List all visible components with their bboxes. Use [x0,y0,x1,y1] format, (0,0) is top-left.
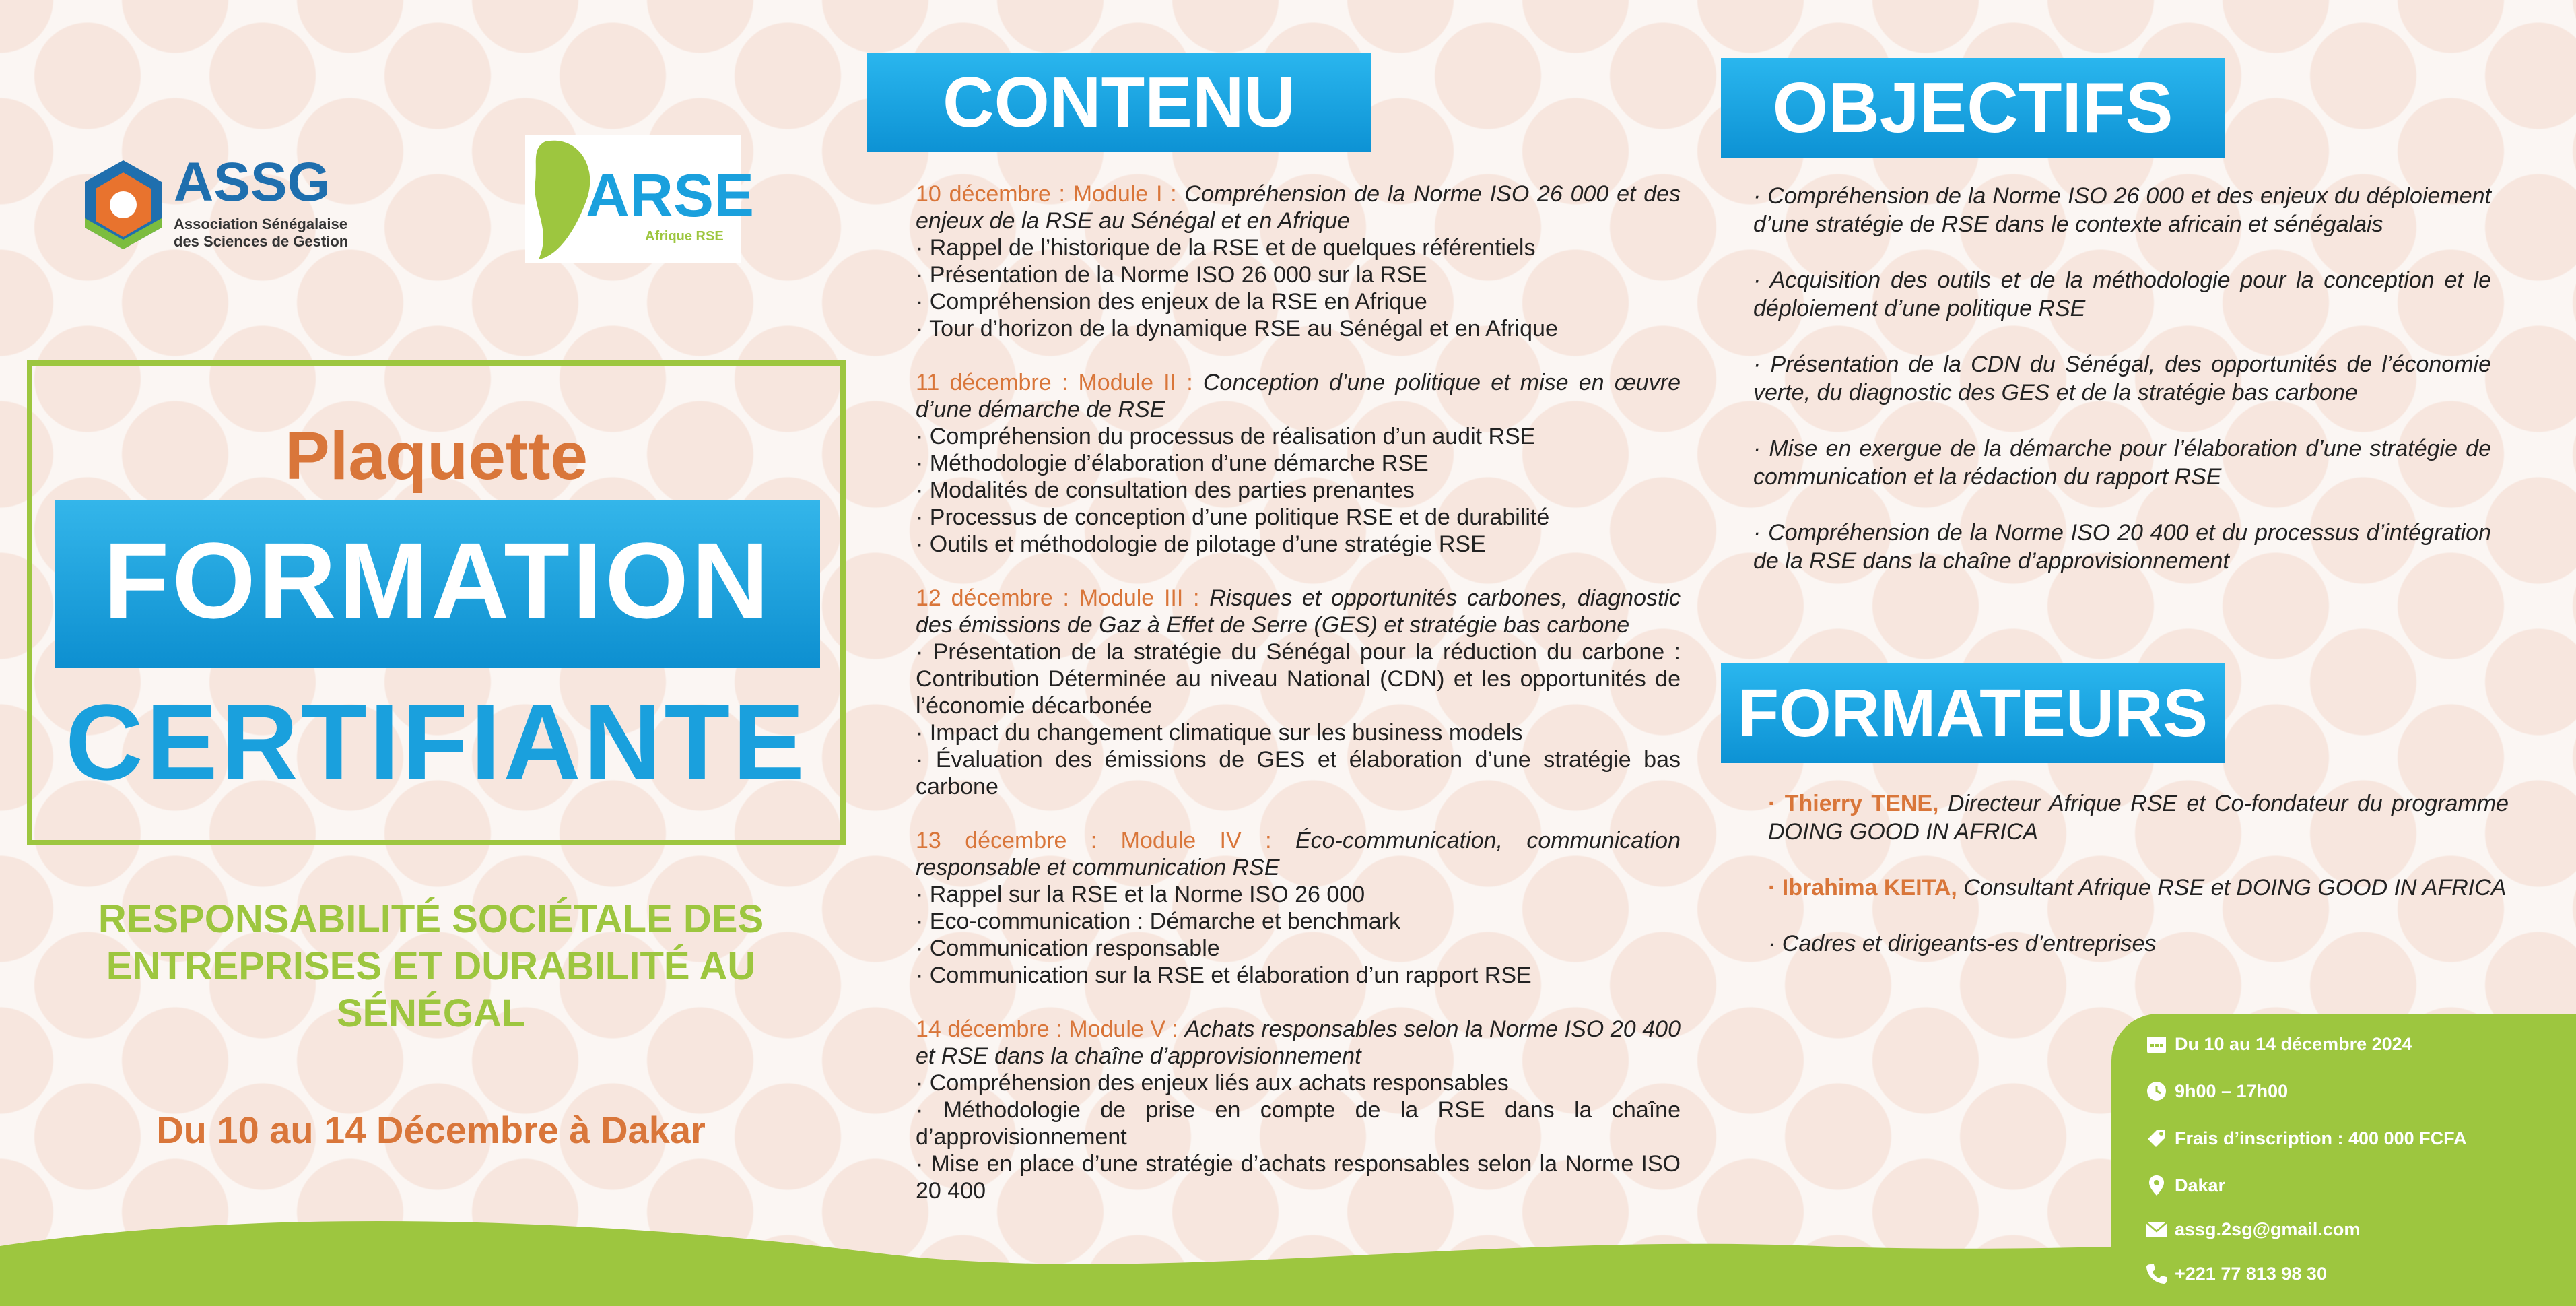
list-item: · Méthodologie de prise en compte de la RSE dans la chaîne d’approvisionnement [916,1097,1681,1150]
list-item: · Processus de conception d’une politique RSE et de durabilité [916,504,1681,531]
objective-item: · Compréhension de la Norme ISO 20 400 et du processus d’intégration de la RSE dans la chaîne d’approvisionnement [1753,520,2491,574]
calendar-icon [2145,1033,2168,1055]
arse-subtitle: Afrique RSE [645,229,724,244]
info-phone[interactable]: +221 77 813 98 30 [2175,1264,2327,1284]
event-date: Du 10 au 14 Décembre à Dakar [156,1109,706,1151]
assg-logo [79,152,362,257]
formation-title: FORMATION [103,520,772,641]
module-5 [916,1016,1681,1204]
info-place: Dakar [2175,1175,2226,1196]
rse-line-1: RESPONSABILITÉ SOCIÉTALE DES [98,897,764,941]
list-item: · Compréhension des enjeux liés aux achats responsables [916,1070,1681,1097]
info-email[interactable]: assg.2sg@gmail.com [2175,1219,2361,1239]
objectifs-header: OBJECTIFS [1721,58,2225,158]
trainer-name: · Thierry TENE, [1768,791,1939,816]
module-description: Éco-communication, communication responsable et communication RSE [916,828,1681,880]
trainer-role: · Cadres et dirigeants-es d’entreprises [1768,931,2157,956]
contenu-header: CONTENU [867,53,1371,152]
list-item: · Eco-communication : Démarche et benchmark [916,908,1681,935]
module-date: 14 décembre : Module V : [916,1016,1179,1042]
list-item: · Présentation de la stratégie du Sénégal pour la réduction du carbone : Contribution Déterminée au niveau National (CDN) et les opportunités de l’économie décarbonée [916,639,1681,719]
module-4 [916,827,1681,989]
price-tag-icon [2145,1127,2168,1150]
module-description: Risques et opportunités carbones, diagnostic des émissions de Gaz à Effet de Serre (GES) et stratégie bas carbone [916,585,1681,638]
trainer-role: Directeur Afrique RSE et Co-fondateur du programme DOING GOOD IN AFRICA [1768,791,2509,845]
rse-heading [94,896,768,1037]
list-item: · Tour d’horizon de la dynamique RSE au Sénégal et en Afrique [916,315,1681,342]
assg-subtitle-1: Association Sénégalaise [174,216,347,232]
certifiante-title: CERTIFIANTE [65,682,807,802]
module-heading [916,1016,1681,1070]
mail-icon [2145,1218,2168,1241]
module-description: Achats responsables selon la Norme ISO 20 400 et RSE dans la chaîne d’approvisionnement [916,1016,1681,1069]
objective-item: · Présentation de la CDN du Sénégal, des opportunités de l’économie verte, du diagnostic des GES et de la stratégie bas carbone [1753,352,2491,405]
info-panel [2111,1014,2576,1306]
location-pin-icon [2145,1174,2168,1197]
phone-icon [2145,1262,2168,1285]
arse-title: ARSE [586,162,755,230]
assg-title: ASSG [174,152,331,213]
list-item: · Compréhension du processus de réalisation d’un audit RSE [916,423,1681,450]
module-heading [916,827,1681,881]
formateurs-list [1768,789,2509,985]
objective-item: · Mise en exergue de la démarche pour l’élaboration d’une stratégie de communication et la rédaction du rapport RSE [1753,436,2491,490]
module-date: 11 décembre : Module II : [916,370,1193,395]
list-item: · Présentation de la Norme ISO 26 000 sur la RSE [916,261,1681,288]
list-item: · Rappel sur la RSE et la Norme ISO 26 000 [916,881,1681,908]
arse-logo [525,135,755,263]
trainer-role: Consultant Afrique RSE et DOING GOOD IN AFRICA [1957,875,2507,901]
objectifs-list [1753,182,2491,603]
trainer-item [1768,789,2509,846]
module-3 [916,585,1681,800]
clock-icon [2145,1080,2168,1103]
rse-line-3: SÉNÉGAL [336,991,526,1035]
plaquette-label: Plaquette [284,418,588,494]
module-date: 10 décembre : Module I : [916,181,1177,207]
module-description: Conception d’une politique et mise en œuvre d’une démarche de RSE [916,370,1681,422]
objective-item: · Compréhension de la Norme ISO 26 000 et des enjeux du déploiement d’une stratégie de RSE dans le contexte africain et sénégalais [1753,183,2491,237]
list-item: · Communication sur la RSE et élaboration d’un rapport RSE [916,962,1681,989]
info-hours: 9h00 – 17h00 [2175,1081,2289,1101]
list-item: · Compréhension des enjeux de la RSE en Afrique [916,288,1681,315]
info-fees: Frais d’inscription : 400 000 FCFA [2175,1128,2467,1148]
objective-item: · Acquisition des outils et de la méthodologie pour la conception et le déploiement d’une politique RSE [1753,267,2491,321]
list-item: · Rappel de l’historique de la RSE et de quelques référentiels [916,234,1681,261]
info-dates: Du 10 au 14 décembre 2024 [2175,1034,2412,1054]
trainer-name: · Ibrahima KEITA, [1768,875,1957,901]
module-heading [916,369,1681,423]
trainer-item [1768,874,2509,902]
list-item: · Modalités de consultation des parties prenantes [916,477,1681,504]
module-1 [916,181,1681,342]
formateurs-header: FORMATEURS [1721,663,2225,763]
list-item: · Communication responsable [916,935,1681,962]
contenu-column [916,181,1681,1231]
trainer-item [1768,929,2509,958]
assg-subtitle-2: des Sciences de Gestion [174,233,349,250]
list-item: · Évaluation des émissions de GES et élaboration d’une stratégie bas carbone [916,746,1681,800]
module-heading [916,181,1681,234]
rse-line-2: ENTREPRISES ET DURABILITÉ AU [106,944,756,988]
module-date: 13 décembre : Module IV : [916,828,1272,853]
list-item: · Outils et méthodologie de pilotage d’une stratégie RSE [916,531,1681,558]
module-2 [916,369,1681,558]
list-item: · Méthodologie d’élaboration d’une démarche RSE [916,450,1681,477]
module-description: Compréhension de la Norme ISO 26 000 et des enjeux de la RSE au Sénégal et en Afrique [916,181,1681,234]
module-heading [916,585,1681,639]
list-item: · Mise en place d’une stratégie d’achats responsables selon la Norme ISO 20 400 [916,1150,1681,1204]
list-item: · Impact du changement climatique sur les business models [916,719,1681,746]
assg-hexagon-icon [79,158,167,252]
module-date: 12 décembre : Module III : [916,585,1200,611]
